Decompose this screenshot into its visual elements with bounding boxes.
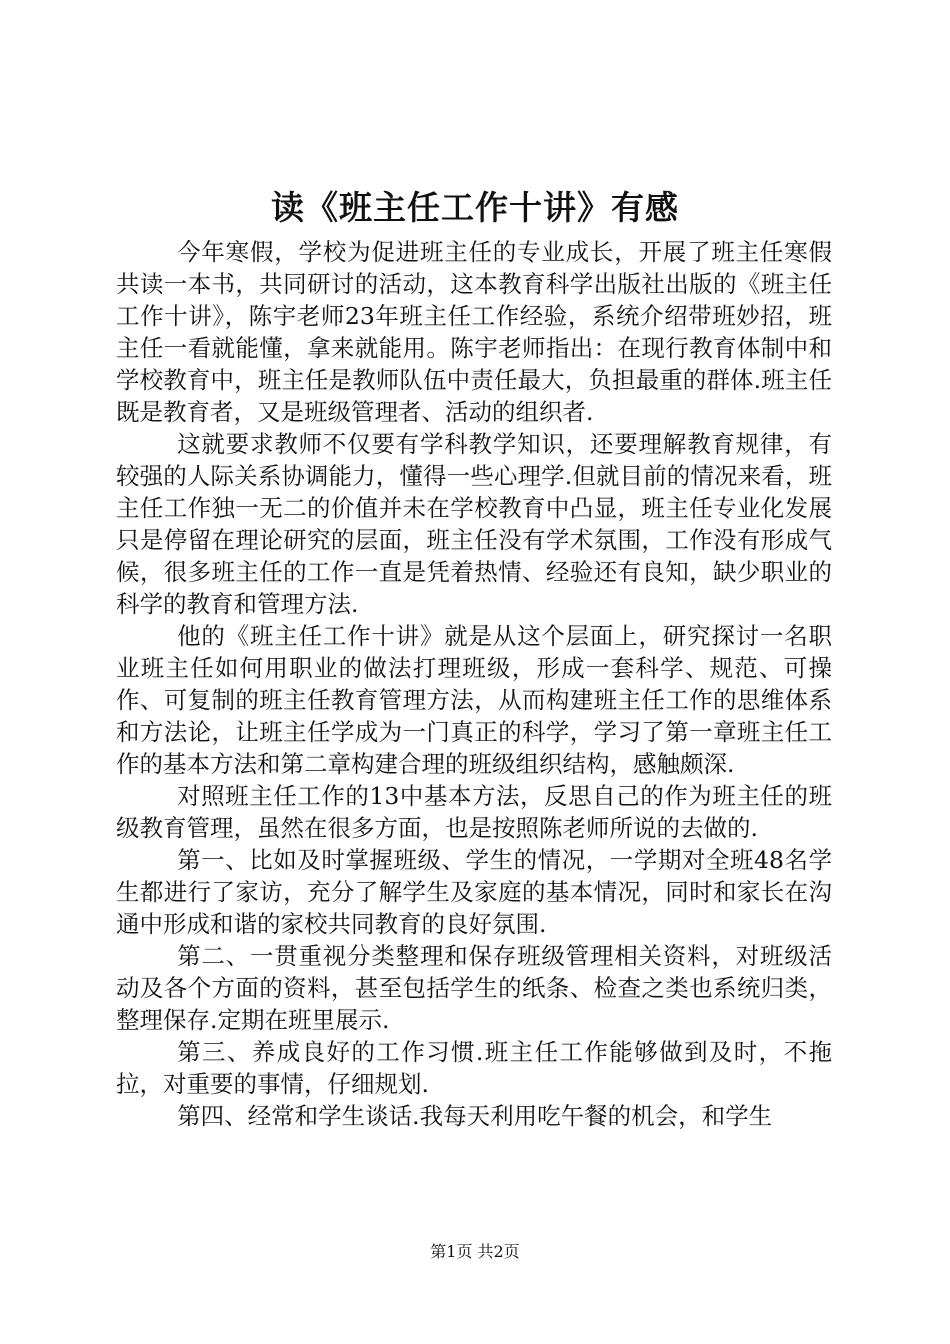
document-body	[116, 236, 832, 1132]
paragraph-6: 第二、一贯重视分类整理和保存班级管理相关资料，对班级活动及各个方面的资料，甚至包括学生的纸条、检查之类也系统归类，整理保存.定期在班里展示.	[116, 942, 832, 1034]
document-title: 读《班主任工作十讲》有感	[271, 188, 679, 227]
paragraph-3: 他的《班主任工作十讲》就是从这个层面上，研究探讨一名职业班主任如何用职业的做法打理班级，形成一套科学、规范、可操作、可复制的班主任教育管理方法，从而构建班主任工作的思维体系和方法论，让班主任学成为一门真正的科学，学习了第一章班主任工作的基本方法和第二章构建合理的班级组织结构，感触颇深.	[116, 622, 832, 778]
paragraph-4: 对照班主任工作的13中基本方法，反思自己的作为班主任的班级教育管理，虽然在很多方面，也是按照陈老师所说的去做的.	[116, 782, 832, 842]
paragraph-1: 今年寒假，学校为促进班主任的专业成长，开展了班主任寒假共读一本书，共同研讨的活动，这本教育科学出版社出版的《班主任工作十讲》，陈宇老师23年班主任工作经验，系统介绍带班妙招，班主任一看就能懂，拿来就能用。陈宇老师指出：在现行教育体制中和学校教育中，班主任是教师队伍中责任最大，负担最重的群体.班主任既是教育者，又是班级管理者、活动的组织者.	[116, 238, 832, 426]
paragraph-2: 这就要求教师不仅要有学科教学知识，还要理解教育规律，有较强的人际关系协调能力，懂得一些心理学.但就目前的情况来看，班主任工作独一无二的价值并未在学校教育中凸显，班主任专业化发展只是停留在理论研究的层面，班主任没有学术氛围，工作没有形成气候，很多班主任的工作一直是凭着热情、经验还有良知，缺少职业的科学的教育和管理方法.	[116, 430, 832, 618]
page-footer: 第1页 共2页	[430, 1242, 520, 1261]
paragraph-5: 第一、比如及时掌握班级、学生的情况，一学期对全班48名学生都进行了家访，充分了解学生及家庭的基本情况，同时和家长在沟通中形成和谐的家校共同教育的良好氛围.	[116, 846, 832, 938]
paragraph-7: 第三、养成良好的工作习惯.班主任工作能够做到及时，不拖拉，对重要的事情，仔细规划.	[116, 1038, 832, 1098]
paragraph-8: 第四、经常和学生谈话.我每天利用吃午餐的机会，和学生	[177, 1102, 773, 1130]
